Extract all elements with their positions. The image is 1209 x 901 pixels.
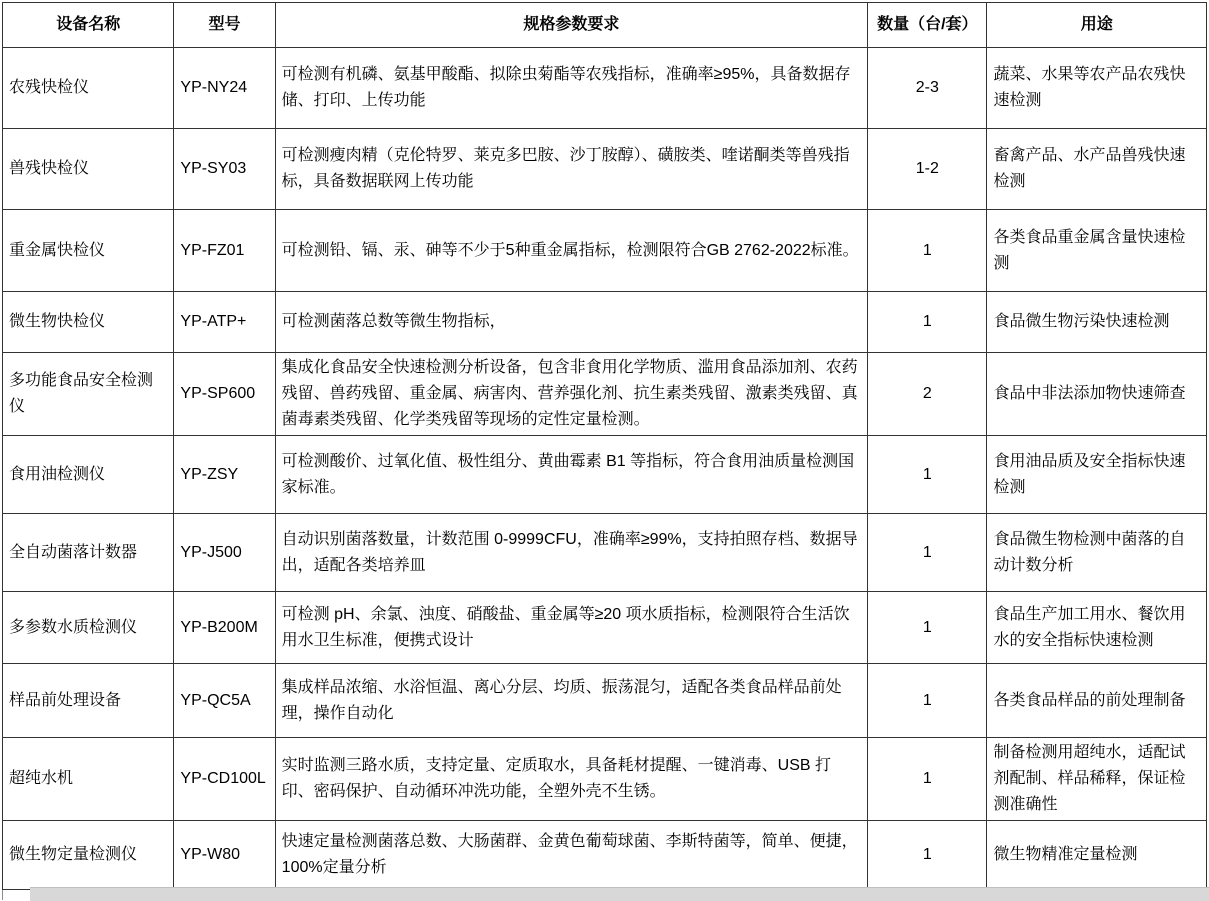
spec-cell: 实时监测三路水质，支持定量、定质取水，具备耗材提醒、一键消毒、USB 打印、密码保护、自动循环冲洗功能，全塑外壳不生锈。 — [275, 738, 867, 821]
column-header-quantity: 数量（台/套） — [868, 3, 987, 48]
quantity-cell: 1 — [868, 514, 987, 592]
device-name-cell: 食用油检测仪 — [3, 436, 174, 514]
use-cell: 各类食品重金属含量快速检测 — [987, 210, 1207, 292]
device-name-cell: 全自动菌落计数器 — [3, 514, 174, 592]
model-cell: YP-ATP+ — [174, 292, 275, 353]
quantity-cell: 2 — [868, 353, 987, 436]
table-row — [3, 353, 1207, 436]
quantity-cell: 1 — [868, 436, 987, 514]
spec-cell: 可检测瘦肉精（克伦特罗、莱克多巴胺、沙丁胺醇）、磺胺类、喹诺酮类等兽残指标，具备数据联网上传功能 — [275, 129, 867, 210]
table-row — [3, 664, 1207, 738]
quantity-cell: 1-2 — [868, 129, 987, 210]
use-cell: 各类食品样品的前处理制备 — [987, 664, 1207, 738]
model-cell: YP-W80 — [174, 821, 275, 890]
use-cell: 食品生产加工用水、餐饮用水的安全指标快速检测 — [987, 592, 1207, 664]
equipment-table — [2, 2, 1207, 890]
spec-cell: 可检测铅、镉、汞、砷等不少于5种重金属指标，检测限符合GB 2762-2022标准。 — [275, 210, 867, 292]
table-row — [3, 821, 1207, 890]
column-header-use: 用途 — [987, 3, 1207, 48]
spec-cell: 集成化食品安全快速检测分析设备，包含非食用化学物质、滥用食品添加剂、农药残留、兽药残留、重金属、病害肉、营养强化剂、抗生素类残留、激素类残留、真菌毒素类残留、化学类残留等现场的定性定量检测。 — [275, 353, 867, 436]
header-row — [3, 3, 1207, 48]
device-name-cell: 样品前处理设备 — [3, 664, 174, 738]
table-row — [3, 514, 1207, 592]
quantity-cell: 1 — [868, 292, 987, 353]
spec-cell: 快速定量检测菌落总数、大肠菌群、金黄色葡萄球菌、李斯特菌等，简单、便捷，100%定量分析 — [275, 821, 867, 890]
device-name-cell: 多功能食品安全检测仪 — [3, 353, 174, 436]
use-cell: 微生物精准定量检测 — [987, 821, 1207, 890]
spec-cell: 可检测 pH、余氯、浊度、硝酸盐、重金属等≥20 项水质指标，检测限符合生活饮用水卫生标准，便携式设计 — [275, 592, 867, 664]
device-name-cell: 重金属快检仪 — [3, 210, 174, 292]
column-header-spec: 规格参数要求 — [275, 3, 867, 48]
column-header-device-name: 设备名称 — [3, 3, 174, 48]
model-cell: YP-CD100L — [174, 738, 275, 821]
spec-cell: 可检测菌落总数等微生物指标， — [275, 292, 867, 353]
spec-cell: 自动识别菌落数量，计数范围 0-9999CFU，准确率≥99%，支持拍照存档、数据导出，适配各类培养皿 — [275, 514, 867, 592]
quantity-cell: 1 — [868, 592, 987, 664]
model-cell: YP-SP600 — [174, 353, 275, 436]
use-cell: 食用油品质及安全指标快速检测 — [987, 436, 1207, 514]
table-row — [3, 48, 1207, 129]
bottom-gray-strip — [30, 887, 1209, 901]
use-cell: 蔬菜、水果等农产品农残快速检测 — [987, 48, 1207, 129]
use-cell: 制备检测用超纯水，适配试剂配制、样品稀释，保证检测准确性 — [987, 738, 1207, 821]
quantity-cell: 1 — [868, 738, 987, 821]
quantity-cell: 1 — [868, 664, 987, 738]
table-row — [3, 592, 1207, 664]
device-name-cell: 微生物快检仪 — [3, 292, 174, 353]
device-name-cell: 兽残快检仪 — [3, 129, 174, 210]
equipment-spec-sheet — [2, 2, 1207, 900]
device-name-cell: 多参数水质检测仪 — [3, 592, 174, 664]
quantity-cell: 2-3 — [868, 48, 987, 129]
spec-cell: 可检测酸价、过氧化值、极性组分、黄曲霉素 B1 等指标，符合食用油质量检测国家标准。 — [275, 436, 867, 514]
model-cell: YP-SY03 — [174, 129, 275, 210]
use-cell: 食品微生物检测中菌落的自动计数分析 — [987, 514, 1207, 592]
table-row — [3, 129, 1207, 210]
use-cell: 畜禽产品、水产品兽残快速检测 — [987, 129, 1207, 210]
model-cell: YP-QC5A — [174, 664, 275, 738]
table-row — [3, 292, 1207, 353]
device-name-cell: 微生物定量检测仪 — [3, 821, 174, 890]
use-cell: 食品中非法添加物快速筛查 — [987, 353, 1207, 436]
model-cell: YP-J500 — [174, 514, 275, 592]
model-cell: YP-B200M — [174, 592, 275, 664]
spec-cell: 集成样品浓缩、水浴恒温、离心分层、均质、振荡混匀，适配各类食品样品前处理，操作自动化 — [275, 664, 867, 738]
table-row — [3, 738, 1207, 821]
table-row — [3, 436, 1207, 514]
quantity-cell: 1 — [868, 821, 987, 890]
table-row — [3, 210, 1207, 292]
model-cell: YP-FZ01 — [174, 210, 275, 292]
model-cell: YP-ZSY — [174, 436, 275, 514]
model-cell: YP-NY24 — [174, 48, 275, 129]
use-cell: 食品微生物污染快速检测 — [987, 292, 1207, 353]
spec-cell: 可检测有机磷、氨基甲酸酯、拟除虫菊酯等农残指标，准确率≥95%，具备数据存储、打印、上传功能 — [275, 48, 867, 129]
quantity-cell: 1 — [868, 210, 987, 292]
device-name-cell: 农残快检仪 — [3, 48, 174, 129]
column-header-model: 型号 — [174, 3, 275, 48]
device-name-cell: 超纯水机 — [3, 738, 174, 821]
